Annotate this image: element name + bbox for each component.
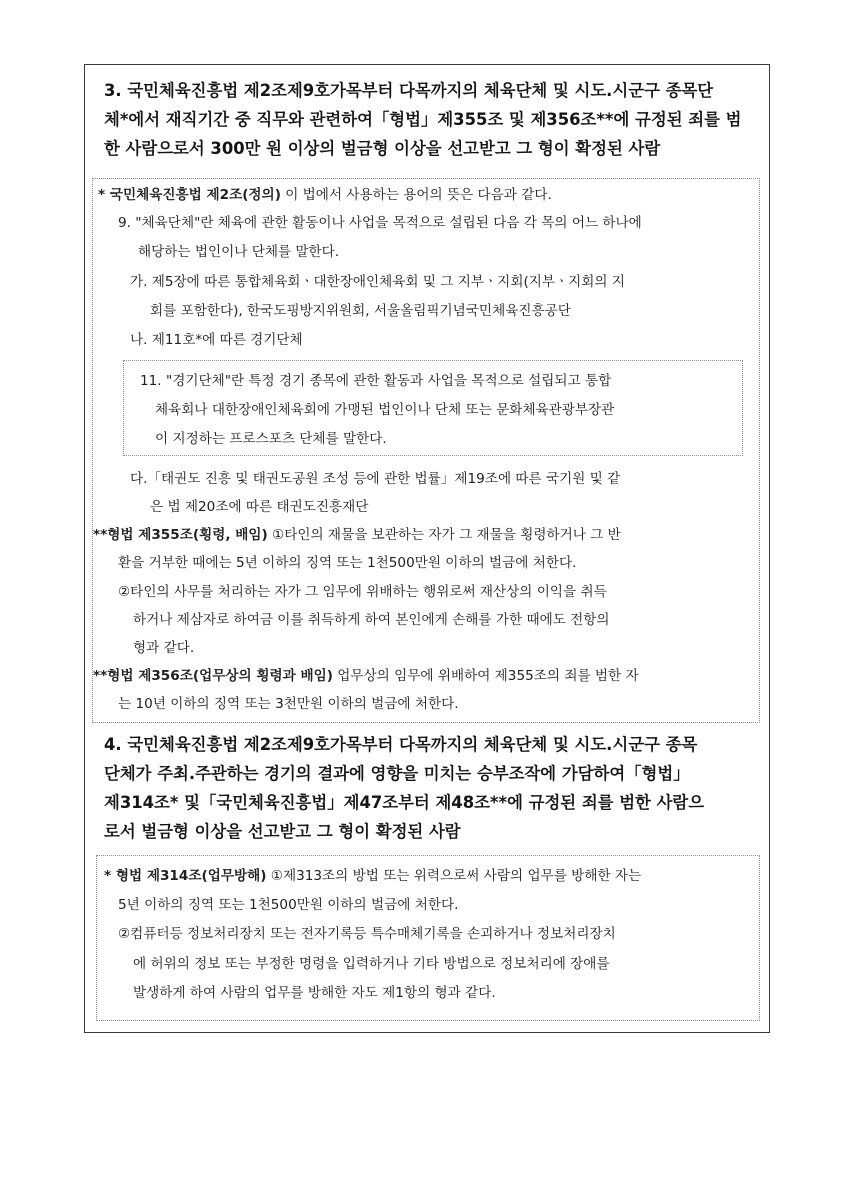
clause-da-line2: 은 법 제20조에 따른 태권도진흥재단 (150, 499, 369, 515)
article314-p2-line3: 발생하게 하여 사람의 업무를 방해한 자도 제1항의 형과 같다. (133, 985, 496, 1001)
definition-article-title: * 국민체육진흥법 제2조(정의) (98, 187, 281, 203)
clause-ga-line2: 회를 포함한다), 한국도핑방지위원회, 서울올림픽기념국민체육진흥공단 (150, 303, 571, 319)
definition11-line2: 체육회나 대한장애인체육회에 가맹된 법인이나 단체 또는 문화체육관광부장관 (155, 402, 615, 418)
clause-na-line: 나. 제11호*에 따른 경기단체 (130, 332, 303, 348)
definition9-line2: 해당하는 법인이나 단체를 말한다. (138, 244, 340, 260)
article356-title: **형법 제356조(업무상의 횡령과 배임) (93, 668, 333, 684)
article355-line2: 환을 거부한 때에는 5년 이하의 징역 또는 1천500만원 이하의 벌금에 처한다. (118, 555, 577, 571)
article356-text1: 업무상의 임무에 위배하여 제355조의 죄를 범한 자 (332, 668, 639, 684)
article355-p2-line2: 하거나 제삼자로 하여금 이를 취득하게 하여 본인에게 손해를 가한 때에도 전항의 (133, 612, 610, 628)
article314-line2: 5년 이하의 징역 또는 1천500만원 이하의 벌금에 처한다. (118, 897, 459, 913)
item3-heading: 3. 국민체육진흥법 제2조제9호가목부터 다목까지의 체육단체 및 시도.시군구 종목단 체*에서 재직기간 중 직무와 관련하여「형법」제355조 및 제356조**에 규정된 죄를 범 한 사람으로서 300만 원 이상의 벌금형 이상을 선고받고 그 형이 확정된 사람 (104, 81, 742, 158)
definition-article-text: 이 법에서 사용하는 용어의 뜻은 다음과 같다. (280, 187, 552, 203)
definition11-line3: 이 지정하는 프로스포츠 단체를 말한다. (155, 431, 387, 447)
article314-line1 (104, 866, 641, 886)
clause-da-line1: 다.「태권도 진흥 및 태권도공원 조성 등에 관한 법률」제19조에 따른 국기원 및 같 (130, 471, 621, 487)
definition9-line1: 9. "체육단체"란 체육에 관한 활동이나 사업을 목적으로 설립된 다음 각 목의 어느 하나에 (118, 215, 642, 231)
definition11-line1: 11. "경기단체"란 특정 경기 종목에 관한 활동과 사업을 목적으로 설립되고 통합 (140, 373, 612, 389)
article356-line2: 는 10년 이하의 징역 또는 3천만원 이하의 벌금에 처한다. (118, 696, 459, 712)
article355-p2-line3: 형과 같다. (133, 640, 195, 656)
clause-ga-line1: 가. 제5장에 따른 통합체육회ㆍ대한장애인체육회 및 그 지부ㆍ지회(지부ㆍ지회의 지 (130, 274, 625, 290)
article355-line1 (93, 525, 621, 545)
definition-article-line (98, 185, 552, 205)
article314-p2-line1: ②컴퓨터등 정보처리장치 또는 전자기록등 특수매체기록을 손괴하거나 정보처리장치 (118, 926, 616, 942)
item4-heading: 4. 국민체육진흥법 제2조제9호가목부터 다목까지의 체육단체 및 시도.시군구 종목 단체가 주최.주관하는 경기의 결과에 영향을 미치는 승부조작에 가담하여「형법」 제314조* 및「국민체육진흥법」제47조부터 제48조**에 규정된 죄를 범한 사람으 로서 벌금형 이상을 선고받고 그 형이 확정된 사람 (104, 735, 705, 841)
article314-p2-line2: 에 허위의 정보 또는 부정한 명령을 입력하거나 기타 방법으로 정보처리에 장애를 (133, 956, 610, 972)
article355-text1: ①타인의 재물을 보관하는 자가 그 재물을 횡령하거나 그 반 (267, 527, 621, 543)
article356-line1 (93, 666, 639, 686)
article314-title: * 형법 제314조(업무방해) (104, 868, 267, 884)
article355-title: **형법 제355조(횡령, 배임) (93, 527, 268, 543)
article314-text1: ①제313조의 방법 또는 위력으로써 사람의 업무를 방해한 자는 (266, 868, 642, 884)
article355-p2-line1: ②타인의 사무를 처리하는 자가 그 임무에 위배하는 행위로써 재산상의 이익을 취득 (118, 584, 607, 600)
